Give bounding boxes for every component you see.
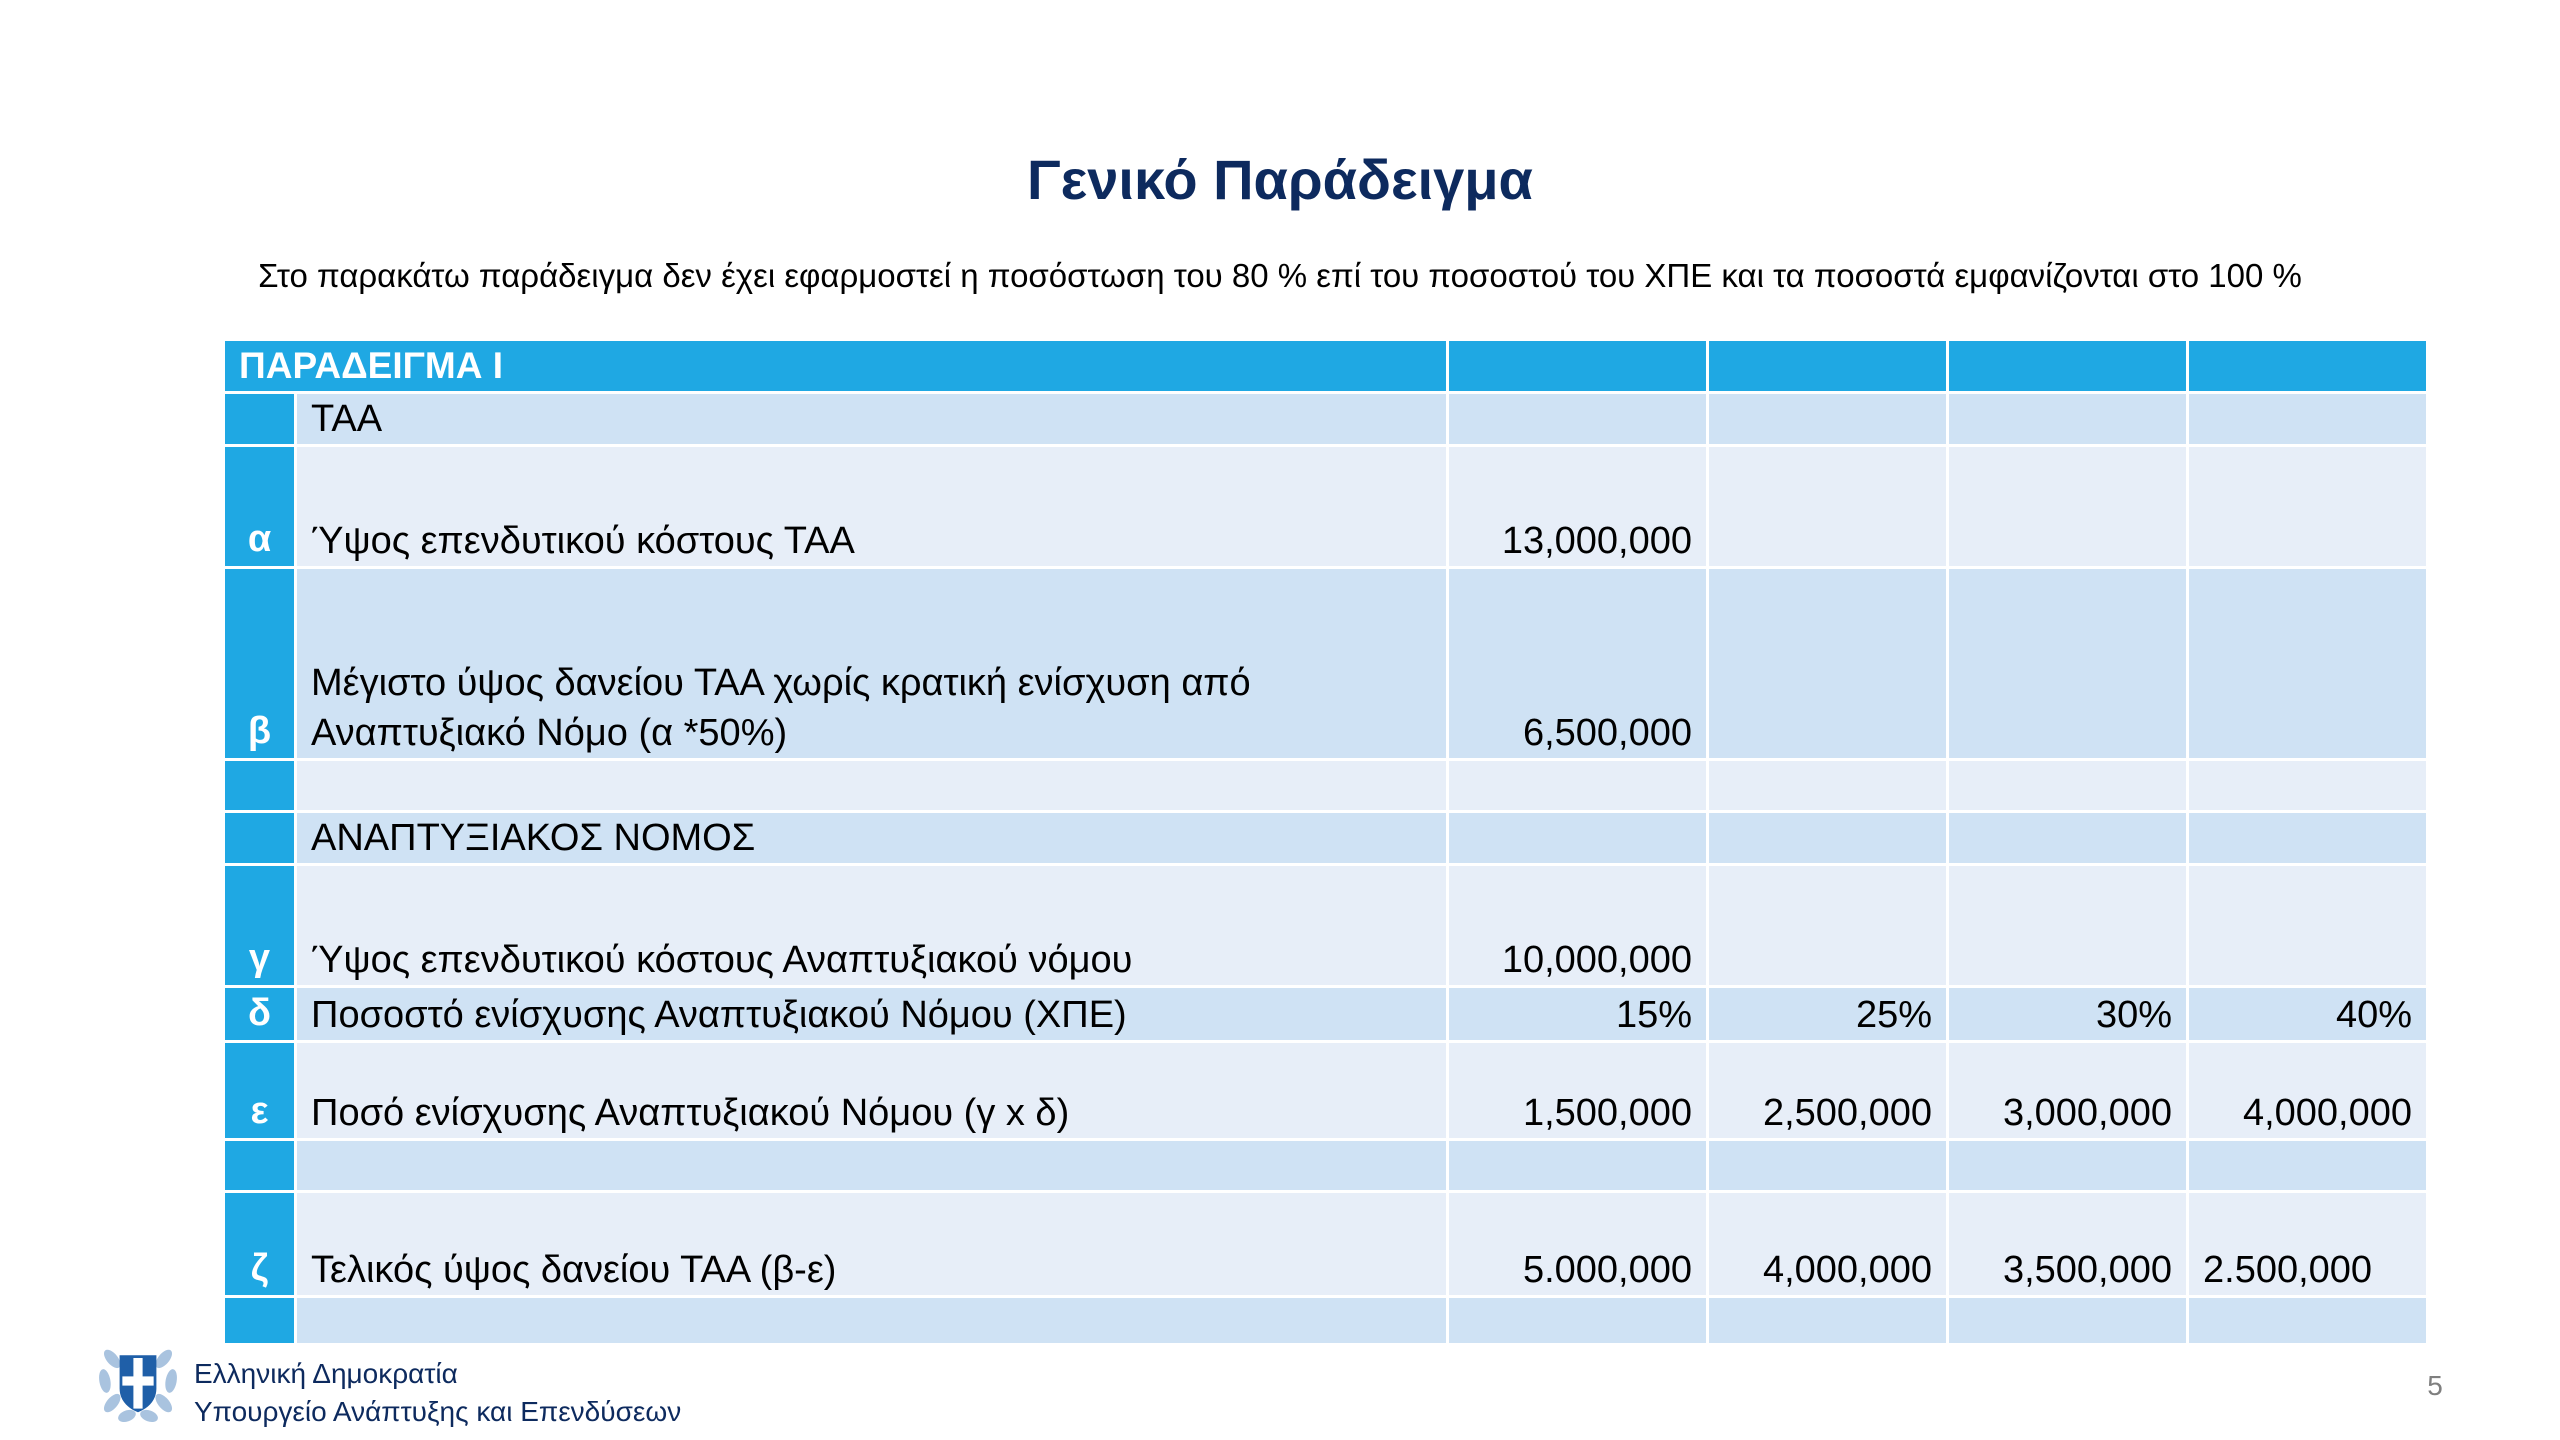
- row-value: 1,500,000: [1448, 1042, 1708, 1140]
- row-value: [1948, 1140, 2188, 1192]
- row-index: ζ: [224, 1192, 296, 1297]
- row-value: [1708, 760, 1948, 812]
- row-value: [1948, 865, 2188, 987]
- row-value: 40%: [2188, 987, 2428, 1042]
- table-row: [224, 446, 2428, 568]
- row-value: [1948, 568, 2188, 760]
- row-value: [1448, 760, 1708, 812]
- row-value: 3,000,000: [1948, 1042, 2188, 1140]
- table-row: [224, 568, 2428, 760]
- row-label: [296, 760, 1448, 812]
- row-value: [2188, 812, 2428, 865]
- row-label: Ποσοστό ενίσχυσης Αναπτυξιακού Νόμου (ΧΠΕ): [296, 987, 1448, 1042]
- table-header-cell: [2188, 340, 2428, 393]
- row-value: 2.500,000: [2188, 1192, 2428, 1297]
- row-value: [1448, 393, 1708, 446]
- row-value: 10,000,000: [1448, 865, 1708, 987]
- row-value: [2188, 760, 2428, 812]
- table-row: [224, 987, 2428, 1042]
- row-value: [1948, 446, 2188, 568]
- row-value: [1708, 393, 1948, 446]
- example-table: [222, 338, 2429, 1346]
- row-value: [1948, 812, 2188, 865]
- table-row: [224, 865, 2428, 987]
- row-value: 2,500,000: [1708, 1042, 1948, 1140]
- row-value: 4,000,000: [2188, 1042, 2428, 1140]
- table-header-cell: [1448, 340, 1708, 393]
- table-header-cell: [1948, 340, 2188, 393]
- row-value: 25%: [1708, 987, 1948, 1042]
- table-row: [224, 812, 2428, 865]
- row-value: 5.000,000: [1448, 1192, 1708, 1297]
- row-label: ΤΑΑ: [296, 393, 1448, 446]
- row-value: [2188, 865, 2428, 987]
- row-value: 4,000,000: [1708, 1192, 1948, 1297]
- table-row: [224, 393, 2428, 446]
- table-header-row: [224, 340, 2428, 393]
- footer-line-2: Υπουργείο Ανάπτυξης και Επενδύσεων: [194, 1396, 682, 1427]
- row-label: Ύψος επενδυτικού κόστους Αναπτυξιακού νόμου: [296, 865, 1448, 987]
- row-index: [224, 1140, 296, 1192]
- row-value: [2188, 446, 2428, 568]
- row-label: Ύψος επενδυτικού κόστους ΤΑΑ: [296, 446, 1448, 568]
- row-value: [2188, 1140, 2428, 1192]
- row-value: [1708, 865, 1948, 987]
- page-title: Γενικό Παράδειγμα: [1027, 148, 1533, 211]
- page-subtitle: Στο παρακάτω παράδειγμα δεν έχει εφαρμοστεί η ποσόστωση του 80 % επί του ποσοστού του ΧΠΕ και τα ποσοστά εμφανίζονται στο 100 %: [258, 257, 2302, 294]
- row-index: [224, 760, 296, 812]
- table-header-cell: [1708, 340, 1948, 393]
- row-index: α: [224, 446, 296, 568]
- row-value: [1448, 1140, 1708, 1192]
- row-value: [1948, 393, 2188, 446]
- row-index: β: [224, 568, 296, 760]
- row-value: [2188, 393, 2428, 446]
- row-label: ΑΝΑΠΤΥΞΙΑΚΟΣ ΝΟΜΟΣ: [296, 812, 1448, 865]
- row-value: [1708, 1140, 1948, 1192]
- row-value: [1708, 568, 1948, 760]
- table-row: [224, 1042, 2428, 1140]
- footer-line-1: Ελληνική Δημοκρατία: [194, 1358, 458, 1389]
- row-label: Τελικός ύψος δανείου ΤΑΑ (β-ε): [296, 1192, 1448, 1297]
- row-index: [224, 393, 296, 446]
- table-header-title: ΠΑΡΑΔΕΙΓΜΑ Ι: [224, 340, 1448, 393]
- table-row: [224, 1192, 2428, 1297]
- row-label: [296, 1140, 1448, 1192]
- table-row: [224, 1140, 2428, 1192]
- row-value: [1708, 446, 1948, 568]
- row-value: 6,500,000: [1448, 568, 1708, 760]
- row-index: ε: [224, 1042, 296, 1140]
- row-index: γ: [224, 865, 296, 987]
- row-value: 3,500,000: [1948, 1192, 2188, 1297]
- row-value: [2188, 1297, 2428, 1345]
- footer: [92, 1335, 681, 1435]
- row-label: Μέγιστο ύψος δανείου ΤΑΑ χωρίς κρατική ενίσχυση από Αναπτυξιακό Νόμο (α *50%): [296, 568, 1448, 760]
- table-row: [224, 760, 2428, 812]
- row-value: [1708, 812, 1948, 865]
- row-label: Ποσό ενίσχυσης Αναπτυξιακού Νόμου (γ x δ): [296, 1042, 1448, 1140]
- row-value: [2188, 568, 2428, 760]
- page-number: 5: [2427, 1370, 2443, 1401]
- row-value: 13,000,000: [1448, 446, 1708, 568]
- row-value: [1448, 812, 1708, 865]
- row-value: [1948, 760, 2188, 812]
- row-value: [1948, 1297, 2188, 1345]
- row-value: [1448, 1297, 1708, 1345]
- row-value: 30%: [1948, 987, 2188, 1042]
- row-index: [224, 812, 296, 865]
- row-value: [1708, 1297, 1948, 1345]
- coat-of-arms-icon: [92, 1335, 184, 1427]
- row-value: 15%: [1448, 987, 1708, 1042]
- row-index: δ: [224, 987, 296, 1042]
